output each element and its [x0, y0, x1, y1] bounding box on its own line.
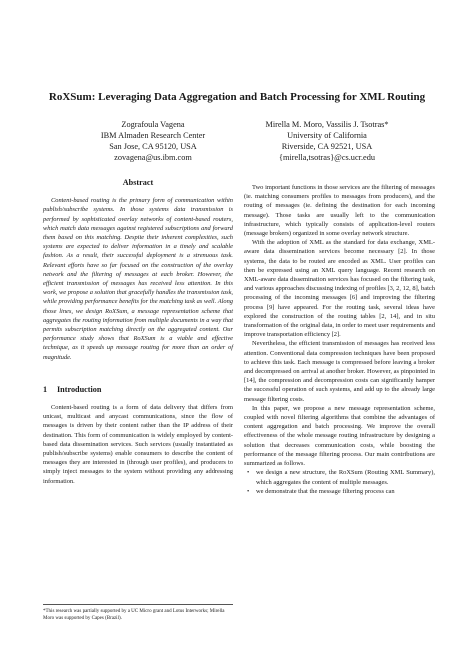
bullet-icon: •: [247, 469, 250, 477]
list-item: [244, 468, 435, 486]
author-block-1: [58, 119, 248, 163]
body-paragraph: Two important functions in those services are the filtering of messages (ie. matching consumers profiles to messages from producers), and the routing of messages (ie. defining the destination for each incoming message). Those tasks are usually left to the communication infrastructure, which typically consists of application-level routers (message brokers) organized in some overlay network structure.: [244, 184, 435, 238]
author-email: zovagena@us.ibm.com: [114, 153, 192, 162]
introduction-heading: [43, 385, 233, 394]
paper-title: RoXSum: Leveraging Data Aggregation and Batch Processing for XML Routing: [48, 91, 426, 103]
contribution-list: [244, 468, 435, 496]
author-affiliation: IBM Almaden Research Center: [100, 131, 206, 140]
list-item-text: we demonstrate that the message filtering process can: [256, 487, 395, 495]
list-item: [244, 487, 435, 496]
right-column: [244, 183, 435, 496]
author-address: Riverside, CA 92521, USA: [281, 142, 373, 151]
abstract-heading: Abstract: [122, 178, 154, 187]
section-title: Introduction: [57, 384, 102, 394]
body-paragraph: Nevertheless, the efficient transmission of messages has received less attention. Conventional data compression techniques have been proposed to achieve this task. Each message is compressed before leaving a broker and decompressed on arrival at another broker. However, as pinpointed in [14], the compression and decompression costs can significantly hamper the successful operation of such systems, and add up to the already large message filtering costs.: [244, 340, 435, 403]
intro-paragraph: Content-based routing is a form of data delivery that differs from unicast, multicast and anycast communications, since the flow of messages is driven by their content rather than the IP address of their destination. This form of communication is widely employed by content-based data dissemination services. Such services (usually instantiated as publish/subscribe systems) enable consumers to describe the content of messages they are interested in (through user profiles), and producers to simply inject messages to the system without providing any addressing information.: [43, 404, 233, 485]
body-paragraph: With the adoption of XML as the standard for data exchange, XML-aware data dissemination services become necessary [2]. In those systems, the data to be routed are encoded as XML. User profiles can then be expressed using an XML query language. Recent research on XML-aware data dissemination services has focused on the filtering task, and various approaches discussing indexing of profiles [3, 2, 12, 8], batch processing of the incoming messages [6] and improving the filtering process [9] have appeared. For the routing task, several ideas have explored the construction of the routing tables [2, 14], and in situ transformation of the original data, in order to meet user requirements and improve transportation efficiency [2].: [244, 239, 435, 339]
author-name: Zografoula Vagena: [121, 120, 185, 129]
author-address: San Jose, CA 95120, USA: [109, 142, 197, 151]
left-column: [43, 178, 233, 486]
author-affiliation: University of California: [287, 131, 367, 140]
author-name: Mirella M. Moro, Vassilis J. Tsotras*: [265, 120, 389, 129]
bullet-icon: •: [247, 487, 250, 495]
author-email: {mirella,tsotras}@cs.ucr.edu: [278, 153, 375, 162]
abstract-text: Content-based routing is the primary form of communication within publish/subscribe systems. In those systems data transmission is performed by sophisticated overlay networks of content-based routers, which match data messages against registered subscriptions and forward them based on this matching. Despite their inherent complexities, such systems are expected to deliver information in a timely and scalable fashion. As a result, their successful deployment is a strenuous task. Relevant efforts have so far focused on the construction of the overlay network and the filtering of messages at each broker. However, the efficient transmission of messages has received less attention. In this work, we propose a solution that gracefully handles the transmission task, while providing performance benefits for the matching task as well. Along those lines, we design RoXSum, a message representation scheme that aggregates the routing information from multiple documents in a way that permits subscription matching directly on the aggregated content. Our performance study shows that RoXSum is a viable and effective technique, as it speeds up message routing for more than an order of magnitude.: [43, 197, 233, 361]
footnote: *This research was partially supported by a UC Micro grant and Lotus Interworks; Mirella Moro was supported by Capes (Brazil).: [43, 604, 233, 622]
body-paragraph: In this paper, we propose a new message representation scheme, coupled with novel filtering algorithms that combine the advantages of content aggregation and batch processing. We improve the overall effectiveness of the whole message routing infrastructure by designing a solution that decreases communication costs, while boosting the performance of the message filtering process. Our main contributions are summarized as follows.: [244, 404, 435, 468]
section-number: 1: [43, 384, 48, 394]
author-block-2: [232, 119, 422, 163]
list-item-text: we design a new structure, the RoXSum (Routing XML Summary), which aggregates the content of multiple messages.: [256, 469, 435, 486]
